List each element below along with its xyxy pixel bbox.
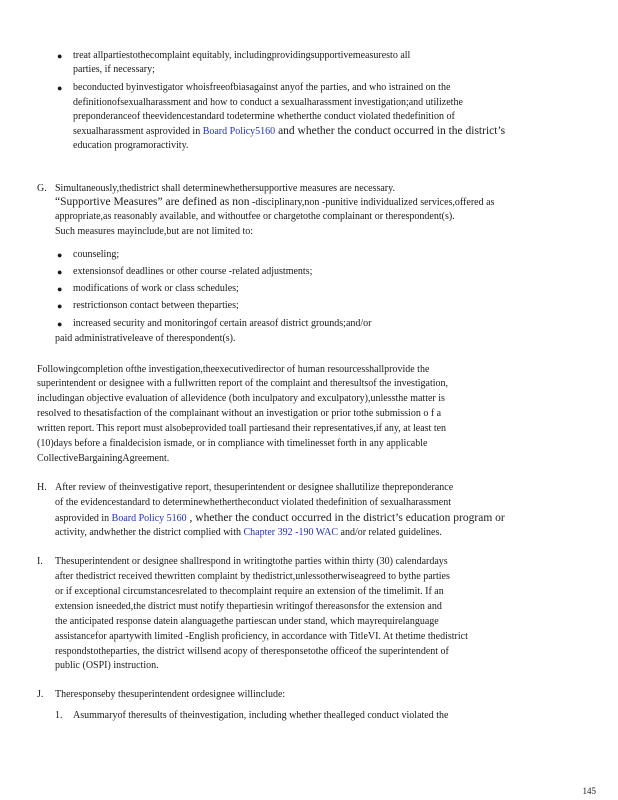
text-span: sexualharassment asprovided in — [73, 126, 203, 137]
bullet-dot: ● — [57, 267, 63, 277]
list-item: counseling; — [73, 249, 120, 260]
text-line: or if exceptional circumstancesrelated to thecomplaint require an extension of the timelimit. If an — [55, 586, 444, 597]
text-span: -disciplinary,non -punitive individualized services,offered as — [249, 197, 495, 208]
section-letter: H. — [37, 482, 47, 493]
text-line: Followingcompletion ofthe investigation,theexecutivedirector of human resourcesshallprovide the — [37, 364, 430, 375]
text-span: and/or related guidelines. — [338, 527, 442, 538]
text-span: “Supportive Measures” are defined as non — [55, 196, 250, 208]
text-span: and whether the conduct occurred in the district’s — [275, 125, 506, 137]
list-item: modifications of work or class schedules; — [73, 283, 239, 294]
text-line: appropriate,as reasonably available, and withoutfee or chargetothe complainant or therespondent(s). — [55, 211, 455, 222]
text-line: the anticipated response datein alanguagethe partiescan under stand, which mayrequirelanguage — [55, 616, 439, 627]
text-line: Thesuperintendent or designee shallrespond in writingtothe parties within thirty (30) calendardays — [55, 556, 448, 567]
text-line: Theresponseby thesuperintendent ordesignee willinclude: — [55, 689, 286, 700]
text-line: paid administrativeleave of therespondent(s). — [55, 333, 236, 344]
text-line: respondstotheparties, the district willsend acopy of theresponsetothe officeof the superintendent of — [55, 646, 449, 657]
text-line: superintendent or designee with a fullwritten report of the complaint and theresultsof the investigation, — [37, 378, 449, 389]
text-line: education programoractivity. — [73, 140, 189, 151]
text-line — [55, 527, 442, 539]
bullet-dot: ● — [57, 284, 63, 294]
text-line — [55, 512, 505, 525]
text-line: Simultaneously,thedistrict shall determinewhethersupportive measures are necessary. — [55, 183, 395, 194]
section-letter: G. — [37, 183, 47, 194]
text-line: resolved to thesatisfaction of the complainant without an investigation or prior tothe submission o f a — [37, 408, 442, 419]
text-line: After review of theinvestigative report, thesuperintendent or designee shallutilize thepreponderance — [55, 482, 454, 493]
board-policy-5160-link[interactable]: Board Policy 5160 — [111, 513, 187, 524]
text-line: parties, if necessary; — [73, 64, 155, 75]
text-line: (10)days before a finaldecision ismade, or in compliance with timelinesset forth in any applicable — [37, 438, 428, 449]
chapter-392-190-wac-link[interactable]: Chapter 392 -190 WAC — [243, 527, 338, 538]
text-line: preponderanceof theevidencestandard todetermine whetherthe conduct violated thedefinition of — [73, 111, 455, 122]
text-line: CollectiveBargainingAgreement. — [37, 453, 170, 464]
section-letter: I. — [37, 556, 43, 567]
list-number: 1. — [55, 710, 63, 721]
bullet-dot: ● — [57, 51, 63, 61]
text-line: treat allpartiestothecomplaint equitably, includingprovidingsupportivemeasuresto all — [73, 50, 411, 61]
page-number: 145 — [582, 786, 596, 796]
text-line: Such measures mayinclude,but are not limited to: — [55, 226, 254, 237]
section-letter: J. — [37, 689, 44, 700]
text-line: Asummaryof theresults of theinvestigation, including whether thealleged conduct violated the — [73, 710, 449, 721]
text-span: activity, andwhether the district complied with — [55, 527, 244, 538]
text-line: extension isneeded,the district must notify thepartiesin writingof thereasonsfor the extension and — [55, 601, 442, 612]
text-line — [55, 196, 494, 209]
bullet-dot: ● — [57, 301, 63, 311]
text-line: written report. This report must alsobeprovided toall partiesand their representatives,if any, at least ten — [37, 423, 447, 434]
bullet-dot: ● — [57, 250, 63, 260]
text-span: , whether the conduct occurred in the district’s education program or — [186, 512, 505, 524]
bullet-dot: ● — [57, 319, 63, 329]
text-line: includingan objective evaluation of allevidence (both inculpatory and exculpatory),unlessthe matter is — [37, 393, 445, 404]
bullet-dot: ● — [57, 83, 63, 93]
text-line: public (OSPI) instruction. — [55, 660, 159, 671]
text-line: of the evidencestandard to determinewhethertheconduct violated thedefinition of sexualharassment — [55, 497, 451, 508]
list-item: extensionsof deadlines or other course -related adjustments; — [73, 266, 313, 277]
text-span: asprovided in — [55, 513, 112, 524]
text-line: assistancefor apartywith limited -English proficiency, in accordance with TitleVI. At thetime thedistrict — [55, 631, 468, 642]
list-item: increased security and monitoringof certain areasof district grounds;and/or — [73, 318, 372, 329]
list-item: restrictionson contact between theparties; — [73, 300, 239, 311]
text-line: after thedistrict received thewritten complaint by thedistrict,unlessotherwiseagreed to bythe parties — [55, 571, 450, 582]
board-policy-5160-link[interactable]: Board Policy5160 — [202, 126, 276, 137]
text-line: definitionofsexualharassment and how to conduct a sexualharassment investigation;and utilizethe — [73, 97, 463, 108]
text-line — [73, 125, 505, 138]
text-line: beconducted byinvestigator whoisfreeofbiasagainst anyof the parties, and who istrained on the — [73, 82, 451, 93]
